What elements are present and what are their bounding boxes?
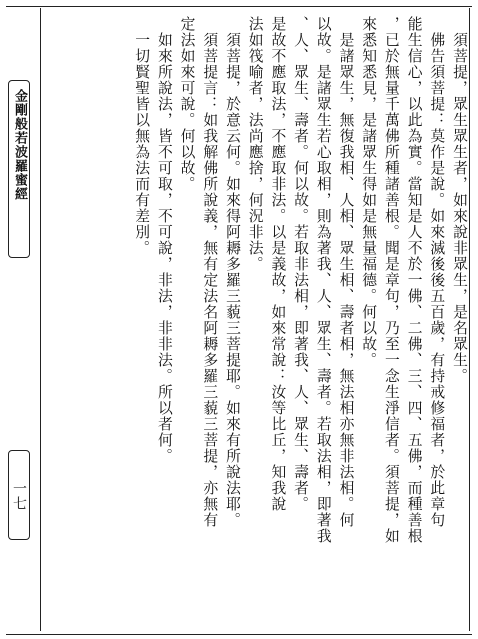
text-column: 佛告須菩提：莫作是說。如來滅後後五百歲，有持戒修福者，於此章句 — [428, 16, 446, 528]
text-column: 法如筏喻者，法尚應捨，何況非法。 — [246, 16, 264, 272]
page-number: 一七 — [11, 481, 27, 511]
text-column: 來悉知悉見，是諸眾生得如是無量福德。何以故。 — [360, 16, 378, 368]
text-column: 須菩提，於意云何。如來得阿耨多羅三藐三菩提耶。如來有所說法耶。 — [223, 16, 241, 528]
text-column: 定法如來可說。何以故。 — [178, 16, 196, 192]
text-column: 是故不應取法，不應取非法。以是義故，如來常說：汝等比丘，知我說 — [269, 16, 287, 512]
text-column: ，已於無量千萬佛所種諸善根。聞是章句，乃至一念生淨信者。須菩提，如 — [382, 16, 400, 544]
text-column: 須菩提，眾生眾生者，如來說非眾生，是名眾生。 — [451, 16, 468, 384]
text-column: 能生信心，以此為實。當知是人不於一佛、二佛、三、四、五佛，而種善根 — [405, 16, 423, 544]
book-title-tab — [8, 80, 30, 258]
text-column: 如來所說法，皆不可取，不可說，非法，非非法。所以者何。 — [155, 16, 173, 464]
text-column: 以故。是諸眾生若心取相，則為著我、人、眾生、壽者。若取法相，即著我 — [314, 16, 332, 544]
page-number-tab — [8, 450, 30, 540]
left-margin-rule — [40, 8, 41, 631]
book-title: 金剛般若波羅蜜經 — [12, 89, 27, 201]
sutra-text — [50, 16, 470, 628]
text-column: 一切賢聖皆以無為法而有差別。 — [133, 16, 151, 256]
text-column: 、人、眾生、壽者。何以故。若取非法相，即著我、人、眾生、壽者。 — [292, 16, 310, 512]
text-column: 是諸眾生，無復我相、人相、眾生相、壽者相，無法相亦無非法相。何 — [337, 16, 355, 528]
text-column: 須菩提言：如我解佛所說義，無有定法名阿耨多羅三藐三菩提，亦無有 — [201, 16, 219, 528]
